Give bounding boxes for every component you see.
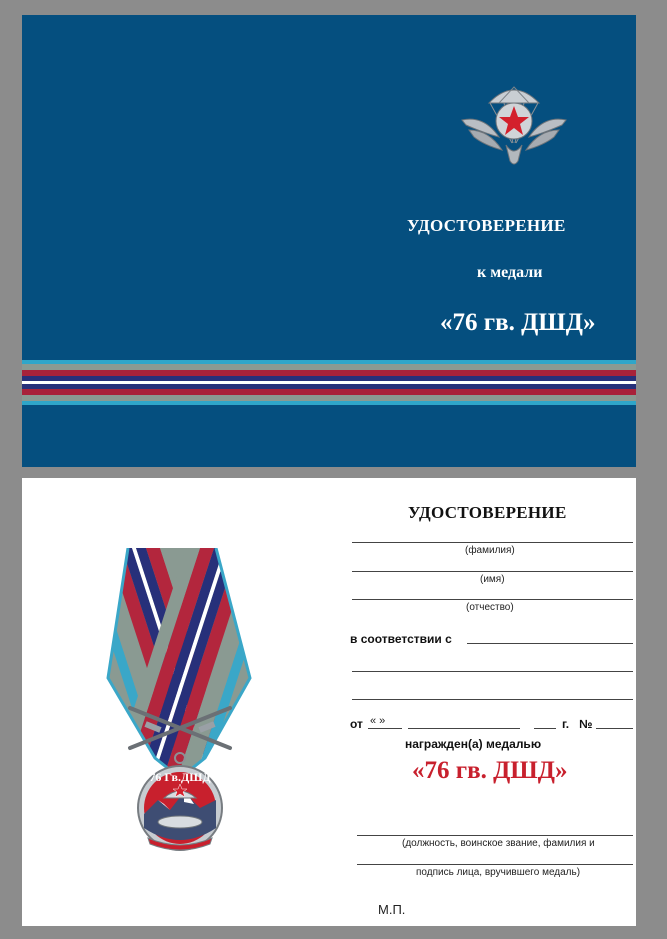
cover-subtitle: к медали <box>477 264 543 281</box>
stamp-label: М.П. <box>378 902 406 917</box>
certificate-cover <box>22 15 636 467</box>
according-label: в соответствии с <box>350 632 452 646</box>
blank-line-1[interactable] <box>352 671 633 672</box>
year-label: г. <box>562 717 570 731</box>
name-line[interactable] <box>352 571 633 572</box>
day-line[interactable] <box>368 728 402 729</box>
ribbon-stripes <box>22 360 636 405</box>
signature-caption-2: подпись лица, вручившего медаль) <box>416 867 581 878</box>
cover-title: УДОСТОВЕРЕНИЕ <box>407 216 566 235</box>
surname-line[interactable] <box>352 542 633 543</box>
airborne-emblem-icon <box>454 75 574 175</box>
name-caption: (имя) <box>480 574 505 585</box>
inside-medal-name: «76 гв. ДШД» <box>412 757 568 784</box>
inside-title: УДОСТОВЕРЕНИЕ <box>408 503 567 522</box>
awarded-label: награжден(а) медалью <box>405 737 542 751</box>
medal-inscription: 76 Гв.ДШД <box>149 770 211 784</box>
year-line[interactable] <box>534 728 556 729</box>
certificate-inside <box>22 478 636 926</box>
cover-medal-name: «76 гв. ДШД» <box>440 309 596 336</box>
patronymic-line[interactable] <box>352 599 633 600</box>
number-label: № <box>579 717 593 731</box>
signature-line-2[interactable] <box>357 864 633 865</box>
date-quotes: « » <box>370 715 386 727</box>
from-label: от <box>350 717 363 731</box>
patronymic-caption: (отчество) <box>466 602 514 613</box>
number-line[interactable] <box>596 728 633 729</box>
according-line[interactable] <box>467 643 633 644</box>
signature-caption-1: (должность, воинское звание, фамилия и <box>402 838 595 849</box>
blank-line-2[interactable] <box>352 699 633 700</box>
medal-76-gv-dshd-icon <box>100 548 260 868</box>
surname-caption: (фамилия) <box>465 545 515 556</box>
month-line[interactable] <box>408 728 520 729</box>
signature-line-1[interactable] <box>357 835 633 836</box>
